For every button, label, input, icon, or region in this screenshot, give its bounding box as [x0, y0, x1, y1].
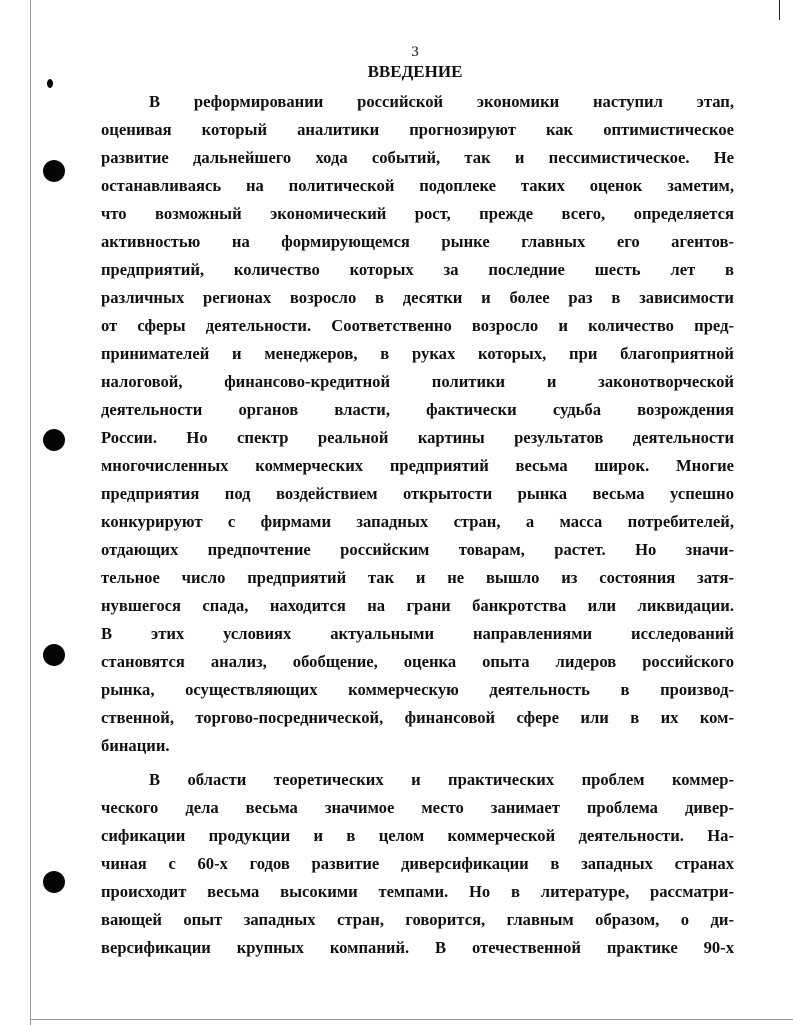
scan-left-edge [30, 0, 31, 1025]
text-line: В области теоретических и практических проблем коммер- [149, 770, 734, 789]
text-line: становятся анализ, обобщение, оценка опыта лидеров российского [101, 652, 734, 671]
text-line: тельное число предприятий так и не вышло из состояния затя- [101, 568, 734, 587]
text-line: налоговой, финансово-кредитной политики и законотворческой [101, 372, 734, 391]
text-line: развитие дальнейшего хода событий, так и пессимистическое. Не [101, 148, 734, 167]
text-line: вающей опыт западных стран, говорится, главным образом, о ди- [101, 910, 734, 929]
text-line: что возможный экономический рост, прежде всего, определяется [101, 204, 734, 223]
text-line: различных регионах возросло в десятки и более раз в зависимости [101, 288, 734, 307]
page-number: 3 [411, 44, 419, 60]
text-line: предприятия под воздействием открытости рынка весьма успешно [101, 484, 734, 503]
text-line: от сферы деятельности. Соответственно возросло и количество пред- [101, 316, 734, 335]
text-line: оценивая который аналитики прогнозируют как оптимистическое [101, 120, 734, 139]
text-line: бинации. [101, 736, 170, 755]
body-text [101, 88, 734, 962]
text-line: чиная с 60-х годов развитие диверсификации в западных странах [101, 854, 734, 873]
text-line: нувшегося спада, находится на грани банкротства или ликвидации. [101, 596, 734, 615]
text-line: ственной, торгово-посреднической, финансовой сфере или в их ком- [101, 708, 734, 727]
text-line: останавливаясь на политической подоплеке таких оценок заметим, [101, 176, 734, 195]
text-line: версификации крупных компаний. В отечественной практике 90-х [101, 938, 734, 957]
punch-hole-2 [43, 429, 65, 451]
text-line: ческого дела весьма значимое место занимает проблема дивер- [101, 798, 734, 817]
paragraph-1 [101, 88, 734, 760]
text-line: сификации продукции и в целом коммерческой деятельности. На- [101, 826, 734, 845]
punch-hole-4 [43, 871, 65, 893]
text-line: активностью на формирующемся рынке главных его агентов- [101, 232, 734, 251]
text-line: многочисленных коммерческих предприятий весьма широк. Многие [101, 456, 734, 475]
text-line: предприятий, количество которых за последние шесть лет в [101, 260, 734, 279]
paragraph-2 [101, 766, 734, 962]
punch-hole-1 [43, 160, 65, 182]
text-line: происходит весьма высокими темпами. Но в литературе, рассматри- [101, 882, 734, 901]
text-line: России. Но спектр реальной картины результатов деятельности [101, 428, 734, 447]
scan-bottom-edge [30, 1019, 793, 1020]
text-line: деятельности органов власти, фактически судьба возрождения [101, 400, 734, 419]
text-line: отдающих предпочтение российским товарам, растет. Но значи- [101, 540, 734, 559]
text-line: рынка, осуществляющих коммерческую деятельность в производ- [101, 680, 734, 699]
text-line: В реформировании российской экономики наступил этап, [149, 92, 734, 111]
punch-hole-3 [43, 644, 65, 666]
text-line: конкурируют с фирмами западных стран, а масса потребителей, [101, 512, 734, 531]
scan-corner-mark [779, 0, 780, 20]
text-line: принимателей и менеджеров, в руках которых, при благоприятной [101, 344, 734, 363]
section-title: ВВЕДЕНИЕ [367, 62, 463, 81]
text-line: В этих условиях актуальными направлениями исследований [101, 624, 734, 643]
